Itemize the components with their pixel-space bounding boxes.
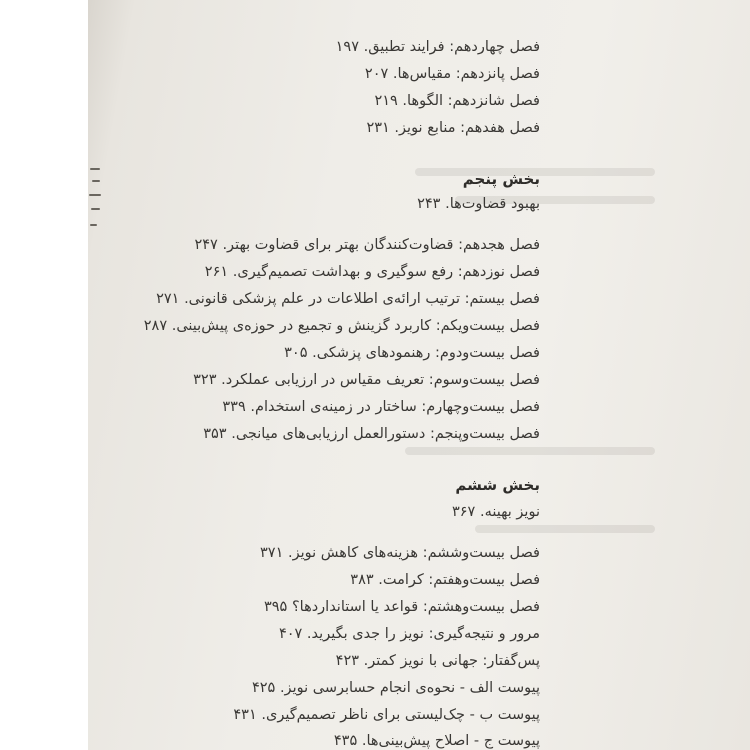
toc-entry: فصل هجدهم: قضاوت‌کنندگان بهتر برای قضاوت بهتر. ۲۴۷ (194, 237, 540, 253)
toc-entry: فصل بیست‌وچهارم: ساختار در زمینه‌ی استخدام. ۳۳۹ (222, 399, 540, 415)
toc-entry: فصل بیستم: ترتیب ارائه‌ی اطلاعات در علم پزشکی قانونی. ۲۷۱ (156, 291, 540, 307)
section-title: نویز بهینه. ۳۶۷ (451, 504, 540, 520)
toc-entry: پیوست ب - چک‌لیستی برای ناظر تصمیم‌گیری. ۴۳۱ (233, 707, 540, 723)
section-heading: بخش پنجم (462, 170, 540, 188)
toc-entry: پیوست ج - اصلاح پیش‌بینی‌ها. ۴۳۵ (333, 733, 540, 749)
toc-entry: فصل بیست‌ویکم: کاربرد گزینش و تجمیع در حوزه‌ی پیش‌بینی. ۲۸۷ (143, 318, 540, 334)
toc-entry: فصل بیست‌وهشتم: قواعد یا استانداردها؟ ۳۹۵ (263, 599, 540, 615)
toc-entry: فصل بیست‌وششم: هزینه‌های کاهش نویز. ۳۷۱ (260, 545, 540, 561)
section-title: بهبود قضاوت‌ها. ۲۴۳ (417, 196, 540, 212)
toc-entry: فصل هفدهم: منابع نویز. ۲۳۱ (366, 120, 540, 136)
toc-entry: پیوست الف - نحوه‌ی انجام حسابرسی نویز. ۴۲۵ (251, 680, 540, 696)
show-through (475, 525, 655, 533)
toc-entry: فصل بیست‌وپنجم: دستورالعمل ارزیابی‌های میانجی. ۳۵۳ (203, 426, 540, 442)
section-heading: بخش ششم (455, 476, 540, 494)
toc-entry: فصل بیست‌وسوم: تعریف مقیاس در ارزیابی عملکرد. ۳۲۳ (193, 372, 540, 388)
toc-entry: مرور و نتیجه‌گیری: نویز را جدی بگیرید. ۴۰۷ (278, 626, 540, 642)
margin-marks (88, 150, 108, 250)
toc-entry: فصل نوزدهم: رفع سوگیری و بهداشت تصمیم‌گیری. ۲۶۱ (204, 264, 540, 280)
show-through (405, 447, 655, 455)
toc-entry: فصل شانزدهم: الگوها. ۲۱۹ (374, 93, 540, 109)
toc-entry: فصل پانزدهم: مقیاس‌ها. ۲۰۷ (364, 66, 540, 82)
toc-entry: پس‌گفتار: جهانی با نویز کمتر. ۴۲۳ (335, 653, 540, 669)
toc-entry: فصل بیست‌ودوم: رهنمودهای پزشکی. ۳۰۵ (284, 345, 540, 361)
toc-entry: فصل چهاردهم: فرایند تطبیق. ۱۹۷ (335, 39, 540, 55)
toc-entry: فصل بیست‌وهفتم: کرامت. ۳۸۳ (350, 572, 540, 588)
book-page (88, 0, 750, 750)
